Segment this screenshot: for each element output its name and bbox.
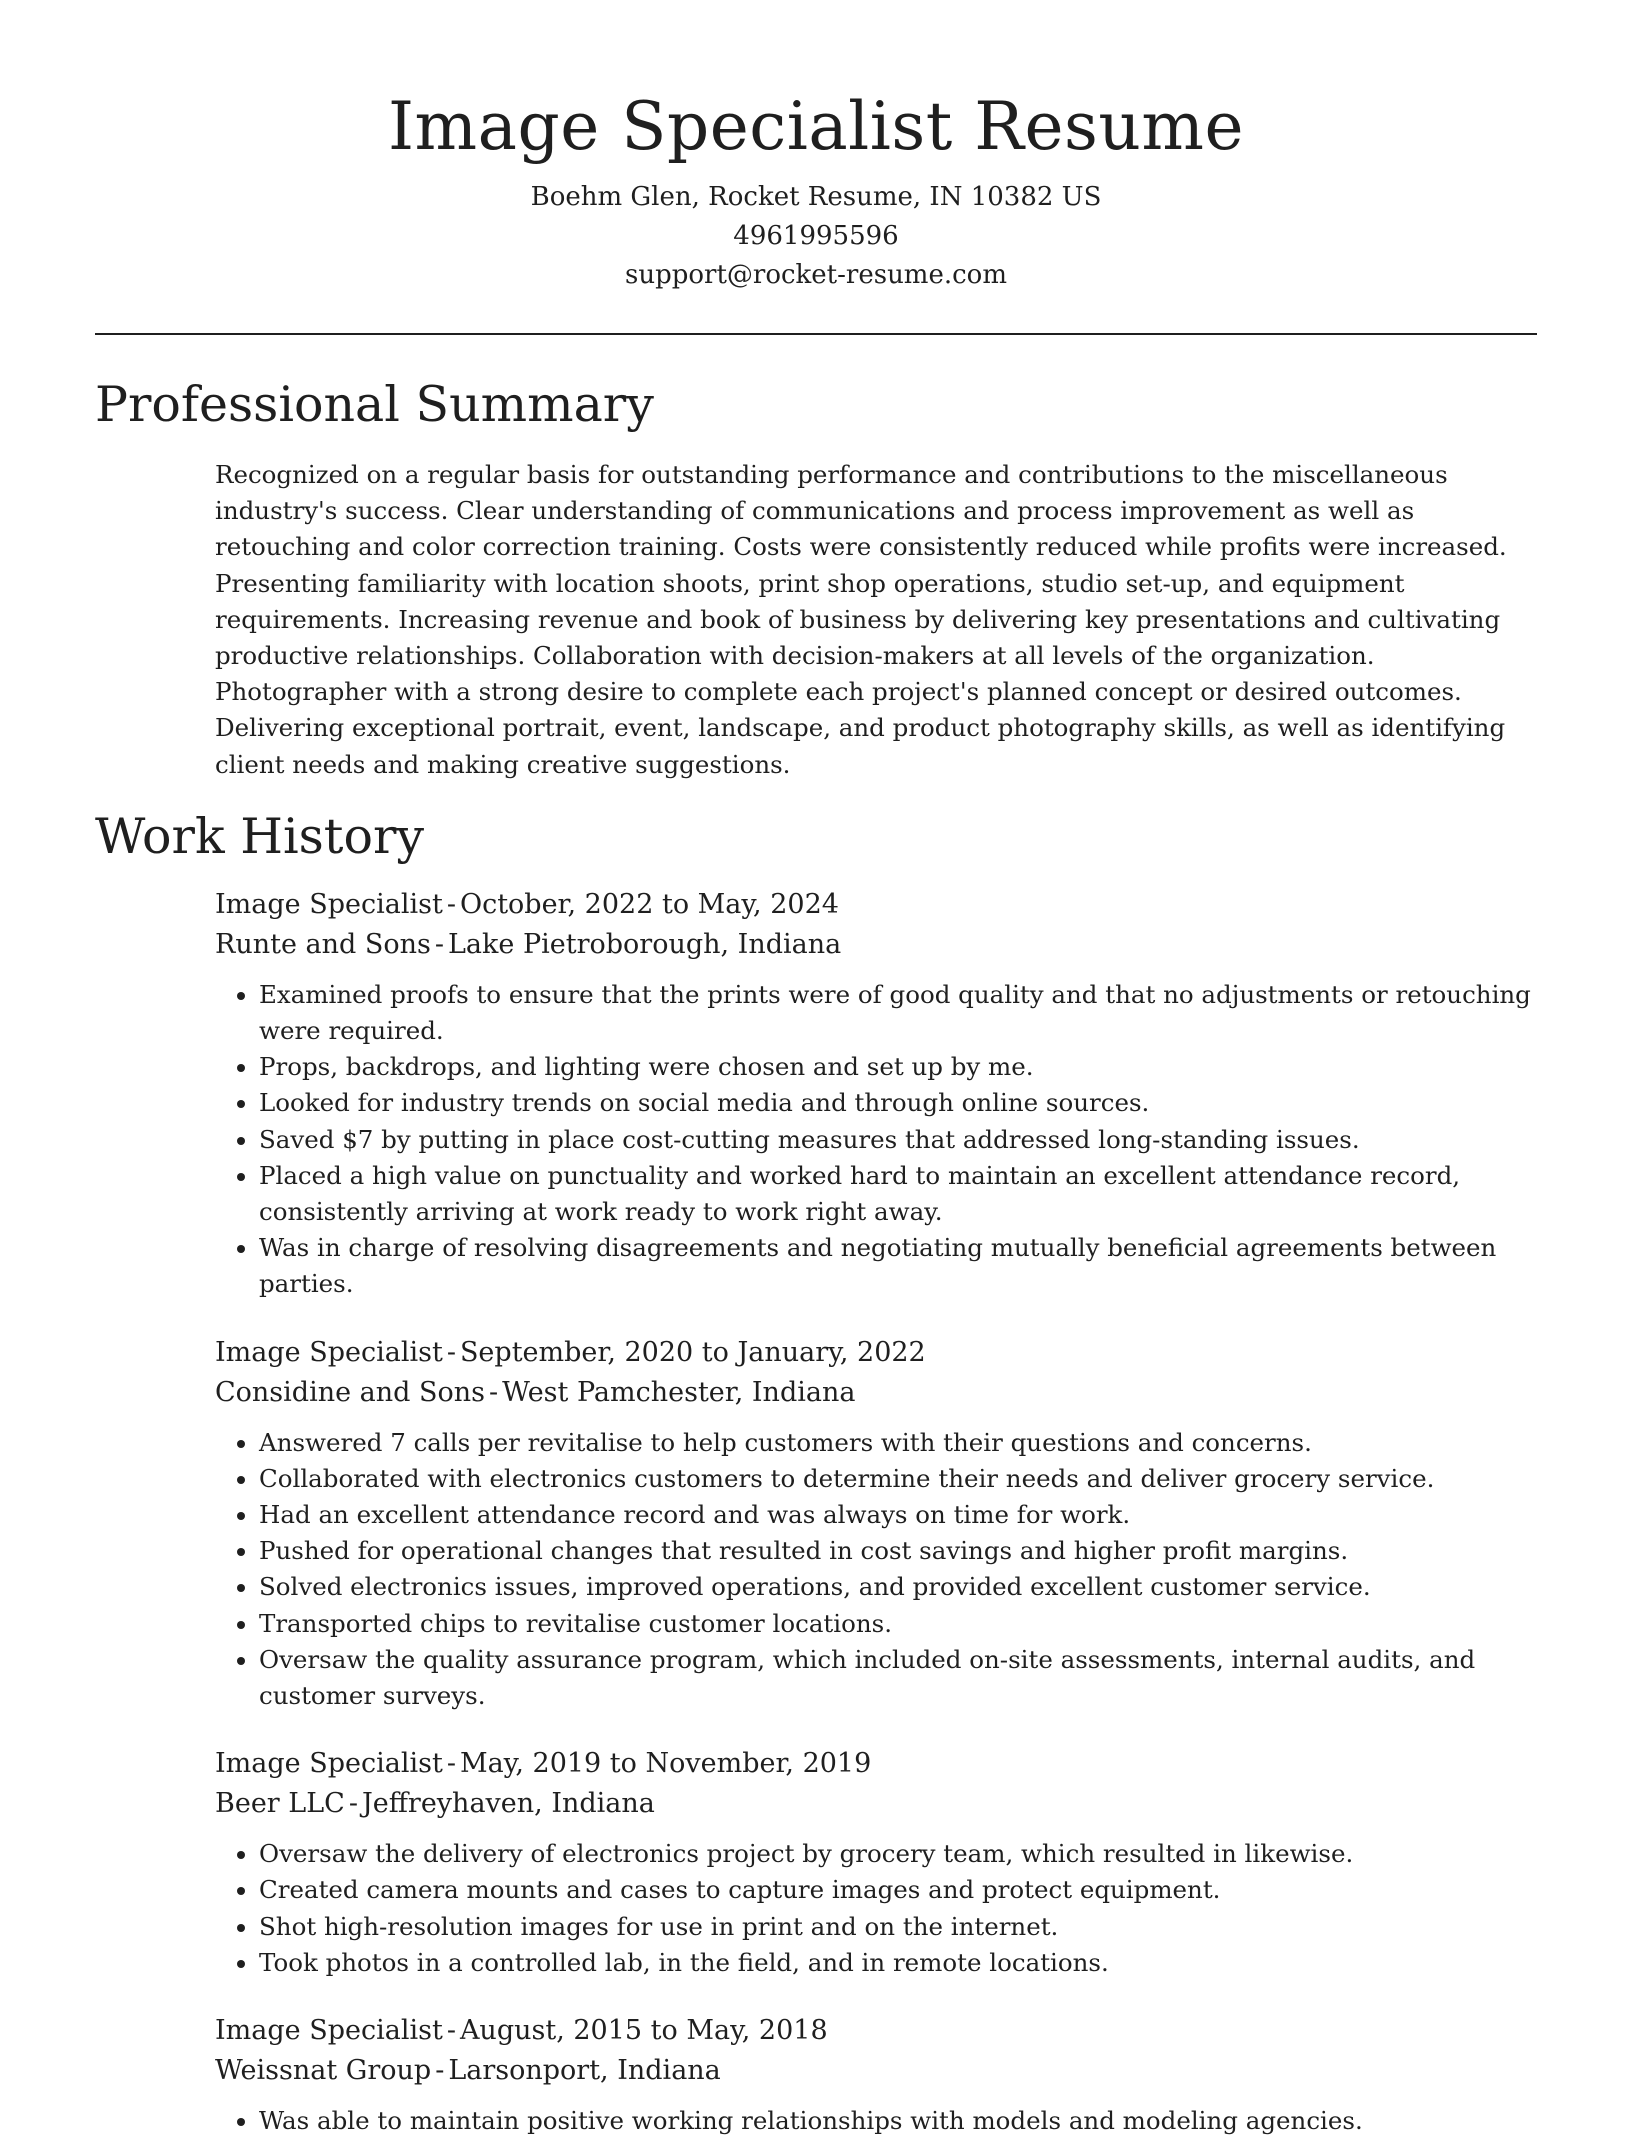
work-history-heading: Work History bbox=[95, 807, 425, 865]
contact-phone: 4961995596 bbox=[733, 221, 899, 251]
list-item: • Props, backdrops, and lighting were chosen and set up by me. bbox=[259, 1049, 1537, 1085]
resume-page bbox=[95, 0, 1537, 2139]
list-item: • Had an excellent attendance record and was always on time for work. bbox=[259, 1497, 1537, 1533]
list-item: • Was able to maintain positive working relationships with models and modeling agencies. bbox=[259, 2103, 1537, 2139]
list-item: • Oversaw the quality assurance program, which included on-site assessments, internal audits, and customer surveys. bbox=[259, 1642, 1537, 1714]
job-dates: August, 2015 to May, 2018 bbox=[459, 2015, 828, 2047]
summary-text: Recognized on a regular basis for outstanding performance and contributions to the miscellaneous industry's success. Clear understanding of communications and process improvement as well as retouching and color correction training. Costs were consistently reduced while profits were increased. Presenting familiarity with location shoots, print shop operations, studio set-up, and equipment requirements. Increasing revenue and book of business by delivering key presentations and cultivating productive relationships. Collaboration with decision-makers at all levels of the organization. Photographer with a strong desire to complete each project's planned concept or desired outcomes. Delivering exceptional portrait, event, landscape, and product photography skills, as well as identifying client needs and making creative suggestions. bbox=[215, 460, 1507, 779]
list-item: • Took photos in a controlled lab, in the field, and in remote locations. bbox=[259, 1945, 1537, 1981]
job-entry bbox=[215, 1333, 1537, 1715]
job-location: Larsonport, Indiana bbox=[448, 2055, 721, 2087]
header-divider bbox=[95, 333, 1537, 335]
summary-heading: Professional Summary bbox=[95, 376, 654, 433]
job-entry bbox=[215, 1744, 1537, 1981]
job-dates: September, 2020 to January, 2022 bbox=[459, 1336, 926, 1368]
job-title-line: Image Specialist - October, 2022 to May, 2024 bbox=[215, 888, 839, 920]
job-dates: May, 2019 to November, 2019 bbox=[459, 1748, 872, 1780]
job-title: Image Specialist bbox=[215, 1748, 443, 1780]
job-title-line: Image Specialist - September, 2020 to January, 2022 bbox=[215, 1336, 926, 1368]
job-location: Jeffreyhaven, Indiana bbox=[361, 1788, 655, 1820]
contact-info bbox=[95, 178, 1537, 295]
job-dates: October, 2022 to May, 2024 bbox=[459, 888, 839, 920]
list-item: • Looked for industry trends on social media and through online sources. bbox=[259, 1085, 1537, 1121]
list-item: • Was in charge of resolving disagreements and negotiating mutually beneficial agreements between parties. bbox=[259, 1230, 1537, 1302]
list-item: • Examined proofs to ensure that the prints were of good quality and that no adjustments or retouching were required. bbox=[259, 977, 1537, 1049]
contact-address: Boehm Glen, Rocket Resume, IN 10382 US bbox=[530, 182, 1102, 212]
job-title: Image Specialist bbox=[215, 2015, 443, 2047]
job-company-line: Weissnat Group - Larsonport, Indiana bbox=[215, 2055, 721, 2087]
list-item: • Oversaw the delivery of electronics project by grocery team, which resulted in likewise. bbox=[259, 1836, 1537, 1872]
list-item: • Transported chips to revitalise customer locations. bbox=[259, 1606, 1537, 1642]
job-entry bbox=[215, 885, 1537, 1303]
job-bullets bbox=[215, 1425, 1537, 1715]
work-history-list bbox=[95, 885, 1537, 2139]
job-bullets bbox=[215, 977, 1537, 1303]
list-item: • Answered 7 calls per revitalise to help customers with their questions and concerns. bbox=[259, 1425, 1537, 1461]
list-item: • Shot high-resolution images for use in print and on the internet. bbox=[259, 1909, 1537, 1945]
list-item: • Created camera mounts and cases to capture images and protect equipment. bbox=[259, 1872, 1537, 1908]
job-title: Image Specialist bbox=[215, 1336, 443, 1368]
job-company: Runte and Sons bbox=[215, 928, 431, 960]
job-company: Beer LLC bbox=[215, 1788, 345, 1820]
list-item: • Solved electronics issues, improved operations, and provided excellent customer service. bbox=[259, 1569, 1537, 1605]
list-item: • Placed a high value on punctuality and worked hard to maintain an excellent attendance record, consistently arriving at work ready to work right away. bbox=[259, 1158, 1537, 1230]
job-location: Lake Pietroborough, Indiana bbox=[448, 928, 842, 960]
resume-header bbox=[95, 0, 1537, 295]
job-title-line: Image Specialist - May, 2019 to November, 2019 bbox=[215, 1748, 872, 1780]
job-company-line: Runte and Sons - Lake Pietroborough, Indiana bbox=[215, 928, 842, 960]
job-location: West Pamchester, Indiana bbox=[502, 1376, 856, 1408]
job-company-line: Beer LLC - Jeffreyhaven, Indiana bbox=[215, 1788, 655, 1820]
job-company: Considine and Sons bbox=[215, 1376, 486, 1408]
job-bullets bbox=[215, 2103, 1537, 2139]
list-item: • Saved $7 by putting in place cost-cutting measures that addressed long-standing issues. bbox=[259, 1122, 1537, 1158]
resume-title: Image Specialist Resume bbox=[387, 88, 1245, 165]
job-company-line: Considine and Sons - West Pamchester, Indiana bbox=[215, 1376, 856, 1408]
job-bullets bbox=[215, 1836, 1537, 1981]
job-title: Image Specialist bbox=[215, 888, 443, 920]
job-entry bbox=[215, 2011, 1537, 2139]
list-item: • Pushed for operational changes that resulted in cost savings and higher profit margins. bbox=[259, 1533, 1537, 1569]
contact-email: support@rocket-resume.com bbox=[624, 260, 1007, 290]
job-title-line: Image Specialist - August, 2015 to May, 2018 bbox=[215, 2015, 828, 2047]
list-item: • Collaborated with electronics customers to determine their needs and deliver grocery service. bbox=[259, 1461, 1537, 1497]
job-company: Weissnat Group bbox=[215, 2055, 432, 2087]
